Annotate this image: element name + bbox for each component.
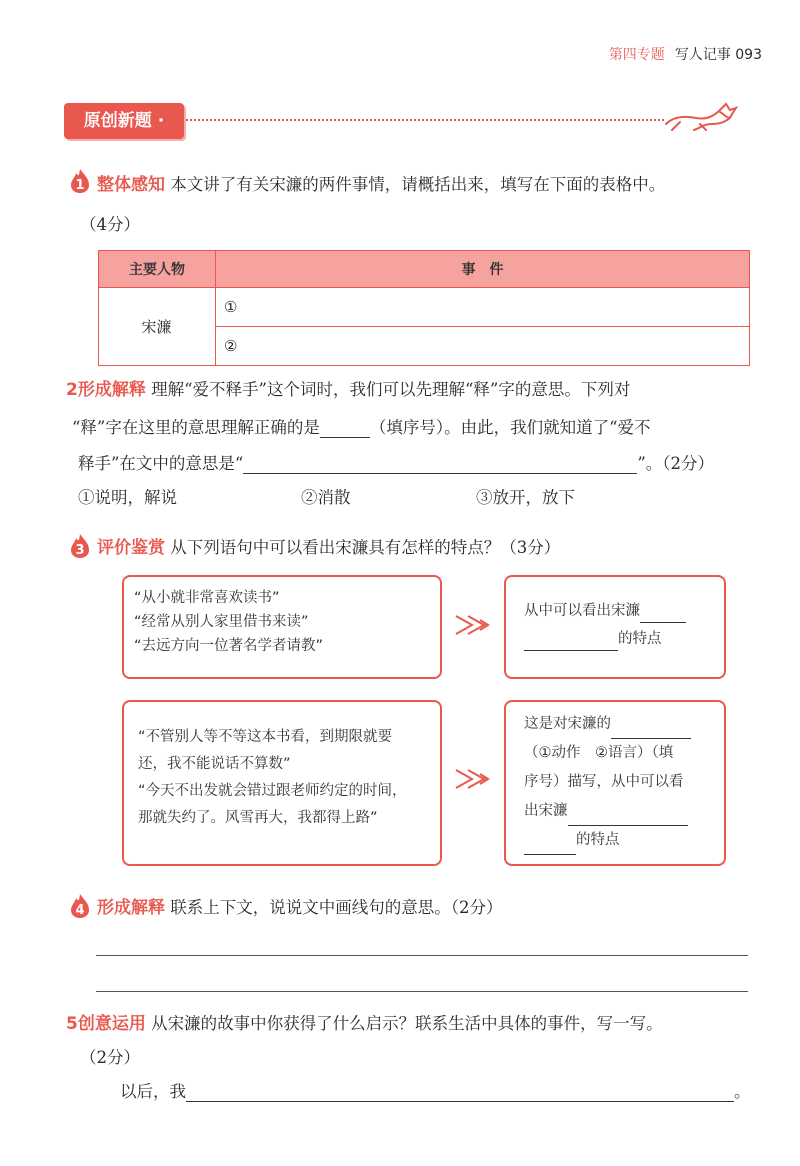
page-number: 093 <box>735 47 762 63</box>
question-2-line-1: 理解“爱不释手”这个词时，我们可以先理解“释”字的意思。下列对 <box>151 380 631 399</box>
svg-text:3: 3 <box>75 543 85 558</box>
table-header-person: 主要人物 <box>99 251 216 288</box>
question-2-number: 2 <box>66 380 78 400</box>
answer-box-2-line-4: 出宋濂 <box>524 803 568 819</box>
svg-text:1: 1 <box>75 178 85 193</box>
question-1-tag: 整体感知 <box>97 175 165 195</box>
table-header-event: 事 件 <box>216 251 750 288</box>
quote-2: “经常从别人家里借书来读” <box>134 614 309 630</box>
running-cat-icon <box>660 94 744 134</box>
quote-5-line-2: 那就失约了。风雪再大，我都得上路” <box>138 810 378 826</box>
quote-4-line-2: 还，我不能说话不算数” <box>138 756 291 772</box>
question-1-text: 本文讲了有关宋濂的两件事情，请概括出来，填写在下面的表格中。 <box>170 175 666 194</box>
table-cell-person: 宋濂 <box>99 288 216 366</box>
question-3-text: 从下列语句中可以看出宋濂具有怎样的特点？（3分） <box>170 538 561 557</box>
event-2-marker: ② <box>224 337 238 355</box>
question-2-line-3 <box>78 454 714 474</box>
answer-box-1-text-a: 从中可以看出宋濂 <box>524 603 640 619</box>
answer-box-1 <box>504 575 726 679</box>
question-2-line-2b: （填序号）。由此，我们就知道了“爱不 <box>369 418 651 437</box>
question-2-tag: 形成解释 <box>77 380 146 400</box>
quote-4-line-1: “不管别人等不等这本书看，到期限就要 <box>138 729 393 745</box>
question-2-line-3b: ”。（2分） <box>637 454 715 473</box>
question-5 <box>66 1014 663 1034</box>
question-4-tag: 形成解释 <box>97 898 165 918</box>
svg-text:4: 4 <box>75 903 85 918</box>
table-cell-event-1[interactable] <box>216 288 750 327</box>
option-2: ②消散 <box>301 488 351 507</box>
answer-blank-description[interactable] <box>611 720 691 739</box>
arrow-right-icon <box>454 766 492 792</box>
answer-box-2-line-1: 这是对宋濂的 <box>524 716 611 732</box>
answer-line-2[interactable] <box>96 991 748 992</box>
question-3-flame-icon <box>70 533 90 559</box>
question-5-prompt-text: 以后，我 <box>120 1082 186 1101</box>
section-badge-label: 原创新题 <box>83 111 152 131</box>
answer-blank-trait-2a[interactable] <box>568 807 688 826</box>
question-5-end-mark: 。 <box>734 1082 751 1101</box>
arrow-right-icon <box>454 612 492 638</box>
question-2 <box>66 380 630 400</box>
answer-box-2 <box>504 700 726 866</box>
table-cell-event-2[interactable] <box>216 327 750 366</box>
quote-5-line-1: “今天不出发就会错过跟老师约定的时间， <box>138 783 407 799</box>
answer-line-1[interactable] <box>96 955 748 956</box>
section-badge: 原创新题 · <box>64 103 184 139</box>
answer-box-2-line-5: 的特点 <box>576 832 620 848</box>
section-divider <box>186 119 664 121</box>
question-4-flame-icon <box>70 893 90 919</box>
option-3: ③放开，放下 <box>476 488 575 507</box>
chapter-label: 第四专题 <box>608 47 665 63</box>
question-3-tag: 评价鉴赏 <box>97 538 165 558</box>
question-2-line-2a: “释”字在这里的意思理解正确的是 <box>72 418 320 437</box>
question-5-score: （2分） <box>80 1048 140 1067</box>
chapter-title: 写人记事 <box>674 47 731 63</box>
answer-blank-choice[interactable] <box>320 419 370 438</box>
answer-box-2-line-3: 序号）描写，从中可以看 <box>524 774 684 790</box>
events-table <box>98 250 750 366</box>
question-5-prompt <box>120 1082 751 1102</box>
answer-blank-meaning[interactable] <box>243 455 637 474</box>
page-header <box>609 44 762 64</box>
question-3 <box>97 538 560 558</box>
event-1-marker: ① <box>224 298 238 316</box>
quote-box-1 <box>122 575 442 679</box>
answer-blank-trait-2b[interactable] <box>524 836 576 855</box>
question-1 <box>97 175 665 195</box>
question-4 <box>97 898 503 918</box>
answer-box-1-text-b: 的特点 <box>618 631 662 647</box>
answer-blank-trait-1a[interactable] <box>640 604 686 623</box>
question-5-text: 从宋濂的故事中你获得了什么启示？联系生活中具体的事件，写一写。 <box>151 1014 663 1033</box>
question-2-line-2 <box>72 418 651 438</box>
question-4-text: 联系上下文，说说文中画线句的意思。（2分） <box>170 898 503 917</box>
question-5-number: 5 <box>66 1014 78 1034</box>
answer-blank-trait-1b[interactable] <box>524 632 618 651</box>
answer-box-2-line-2: （①动作 ②语言）（填 <box>524 745 674 761</box>
question-5-tag: 创意运用 <box>77 1014 146 1034</box>
question-1-flame-icon <box>70 168 90 194</box>
quote-box-2 <box>122 700 442 866</box>
quote-1: “从小就非常喜欢读书” <box>134 590 280 606</box>
option-1: ①说明，解说 <box>78 488 177 507</box>
question-1-score: （4分） <box>80 215 140 234</box>
answer-blank-inspiration[interactable] <box>186 1083 734 1102</box>
quote-3: “去远方向一位著名学者请教” <box>134 638 324 654</box>
question-2-line-3a: 释手”在文中的意思是“ <box>78 454 244 473</box>
